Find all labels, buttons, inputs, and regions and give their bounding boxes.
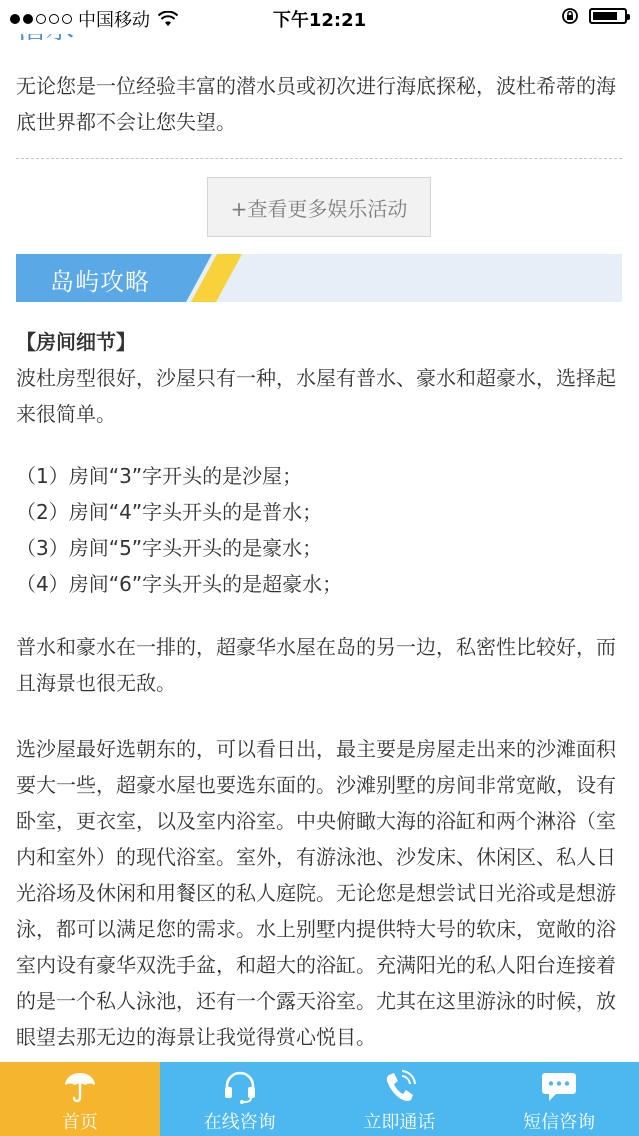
list-item: （3）房间“5”字头开头的是豪水； [16, 536, 323, 560]
headset-icon [222, 1070, 258, 1104]
villa-paragraph: 选沙屋最好选朝东的，可以看日出，最主要是房屋走出来的沙滩面积要大一些，超豪水屋也要选东面的。沙滩别墅的房间非常宽敞，设有卧室，更衣室，以及室内浴室。中央俯瞰大海的浴缸和两个淋浴（室内和室外）的现代浴室。室外，有游泳池、沙发床、休闲区、私人日光浴场及休闲和用餐区的私人庭院。无论您是想尝试日光浴或是想游泳，都可以满足您的需求。水上别墅内提供特大号的软床，宽敞的浴室内设有豪华双洗手盆，和超大的浴缸。充满阳光的私人阳台连接着的是一个私人泳池，还有一个露天浴室。尤其在这里游泳的时候，放眼望去那无边的海景让我觉得赏心悦目。 [16, 737, 616, 1049]
diving-paragraph: 无论您是一位经验丰富的潜水员或初次进行海底探秘，波杜希蒂的海底世界都不会让您失望。 [16, 74, 616, 134]
tab-call-now[interactable] [320, 1062, 480, 1136]
tab-online-consult[interactable] [160, 1062, 320, 1136]
tab-label: 首页 [61, 1112, 98, 1133]
tab-label: 在线咨询 [203, 1112, 276, 1133]
tab-sms-consult[interactable] [479, 1062, 639, 1136]
tab-home[interactable] [0, 1062, 160, 1136]
battery-icon [589, 8, 627, 24]
dashed-divider [16, 158, 622, 159]
status-bar [0, 0, 639, 34]
room-details-heading: 【房间细节】 [16, 330, 136, 354]
phone-icon [382, 1070, 416, 1104]
list-item: （4）房间“6”字头开头的是超豪水； [16, 572, 343, 596]
status-time: 下午12:21 [272, 10, 367, 31]
more-activities-button[interactable]: +查看更多娱乐活动 [207, 177, 431, 237]
bottom-tab-bar [0, 1062, 639, 1136]
umbrella-icon [63, 1071, 97, 1103]
room-number-list [16, 458, 622, 602]
tab-label: 短信咨询 [523, 1112, 596, 1133]
privacy-paragraph: 普水和豪水在一排的，超豪华水屋在岛的另一边，私密性比较好，而且海景也很无敌。 [16, 635, 616, 695]
room-intro-paragraph: 波杜房型很好，沙屋只有一种，水屋有普水、豪水和超豪水，选择起来很简单。 [16, 366, 616, 426]
section-title: 岛屿攻略 [50, 268, 150, 296]
list-item: （2）房间“4”字头开头的是普水； [16, 500, 323, 524]
list-item: （1）房间“3”字开头的是沙屋； [16, 464, 303, 488]
chat-bubble-icon [541, 1071, 577, 1103]
carrier-name: 中国移动 [78, 10, 150, 31]
rotation-lock-icon [561, 7, 579, 25]
section-header-island-guide [16, 254, 622, 302]
tab-label: 立即通话 [363, 1112, 436, 1133]
